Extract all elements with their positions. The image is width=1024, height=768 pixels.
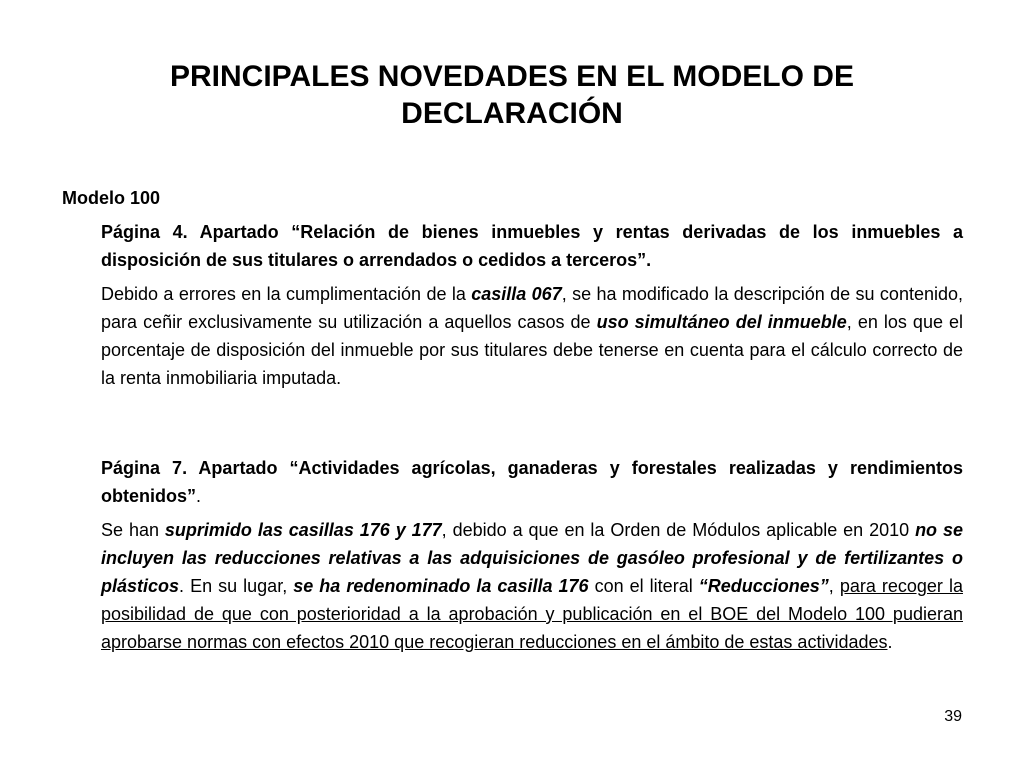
item2-text-b: , debido a que en la Orden de Módulos aplicable en 2010 [441,520,916,540]
item1-text-b: , se ha modificado la descripción de su contenido, para ceñir exclusivamente su utilización a aquellos casos de [101,284,963,332]
item-casilla-067 [101,218,963,392]
item2-underlined-text: para recoger la posibilidad de que con posterioridad a la aprobación y publicación en el BOE del Modelo 100 pudieran aprobarse normas con efectos 2010 que recogieran reducciones en el ámbito de estas actividades [101,576,963,652]
item2-text-d: con el literal [588,576,699,596]
item2-text-a: Se han [101,520,165,540]
item1-emphasis-casilla: casilla 067 [471,284,562,304]
page-number: 39 [944,708,962,725]
slide-title-line1: PRINCIPALES NOVEDADES EN EL MODELO DE [170,60,854,93]
item1-heading: Página 4. Apartado “Relación de bienes inmuebles y rentas derivadas de los inmuebles a disposición de sus titulares o arrendados o cedidos a terceros”. [101,222,963,270]
item2-text-c: . En su lugar, [179,576,294,596]
item-casillas-176-177 [101,454,963,656]
item1-emphasis-uso: uso simultáneo del inmueble [596,312,847,332]
item2-emphasis-literal: “Reducciones” [698,576,829,596]
item2-text-f: . [887,632,893,652]
item2-emphasis-redenominado: se ha redenominado la casilla 176 [293,576,589,596]
item1-text-a: Debido a errores en la cumplimentación de la [101,284,472,304]
item1-text-c: , en los que el porcentaje de disposición del inmueble por sus titulares debe tenerse en cuenta para el cálculo correcto de la renta inmobiliaria imputada. [101,312,964,388]
item2-body [101,516,963,656]
item2-text-e: , [828,576,840,596]
slide-title-line2: DECLARACIÓN [401,97,623,130]
slide-title [80,58,944,132]
item2-emphasis-suprimido: suprimido las casillas 176 y 177 [164,520,442,540]
section-label: Modelo 100 [62,188,161,208]
item2-heading-end: . [196,486,202,506]
item2-heading-line [101,454,963,510]
item1-body [101,280,963,392]
item2-emphasis-reducciones: no se incluyen las reducciones relativas a las adquisiciones de gasóleo profesional y de fertilizantes o plásticos [101,520,963,596]
item2-heading: Página 7. Apartado “Actividades agrícolas, ganaderas y forestales realizadas y rendimientos obtenidos” [101,458,963,506]
